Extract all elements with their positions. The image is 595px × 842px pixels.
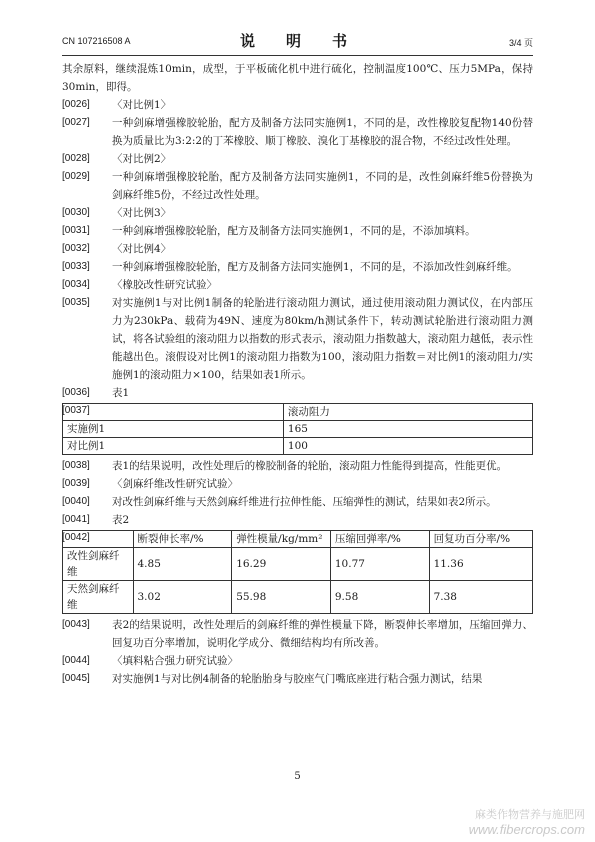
paragraph-text: 表2 xyxy=(112,514,130,526)
table-row xyxy=(63,421,533,438)
paragraph-text: 表2的结果说明，改性处理后的剑麻纤维的弹性模量下降，断裂伸长率增加，压缩回弹力、回复功百分率增加，说明化学成分、微细结构均有所改善。 xyxy=(112,619,533,649)
paragraph xyxy=(62,114,533,150)
table-cell: 3.02 xyxy=(133,581,232,614)
paragraph xyxy=(62,168,533,204)
paragraph-number: [0034] xyxy=(62,279,90,290)
table-header-cell: 弹性模量/kg/mm² xyxy=(232,531,331,548)
table-header-cell: 断裂伸长率/% xyxy=(133,531,232,548)
paragraph-text: 〈剑麻纤维改性研究试验〉 xyxy=(112,478,238,490)
paragraph xyxy=(62,276,533,294)
paragraph-number: [0038] xyxy=(62,460,90,471)
table-cell: 7.38 xyxy=(429,581,532,614)
paragraph-list-1 xyxy=(62,96,533,416)
document-body xyxy=(62,60,533,688)
table-cell: 10.77 xyxy=(330,548,429,581)
table-cell: 实施例1 xyxy=(63,421,284,438)
paragraph-number: [0029] xyxy=(62,171,90,182)
paragraph-number: [0033] xyxy=(62,261,90,272)
table-1 xyxy=(62,403,533,455)
paragraph-number: [0040] xyxy=(62,496,90,507)
table-row xyxy=(63,581,533,614)
paragraph-number: [0043] xyxy=(62,619,90,630)
paragraph-text: 对改性剑麻纤维与天然剑麻纤维进行拉伸性能、压缩弹性的测试，结果如表2所示。 xyxy=(112,496,497,508)
paragraph xyxy=(62,670,533,688)
paragraph-number: [0045] xyxy=(62,673,90,684)
paragraph-text: 一种剑麻增强橡胶轮胎，配方及制备方法同实施例1，不同的是，改性剑麻纤维5份替换为剑麻纤维5份，不经过改性处理。 xyxy=(112,171,533,201)
page-header xyxy=(62,28,533,58)
paragraph-number: [0028] xyxy=(62,153,90,164)
paragraph xyxy=(62,652,533,670)
page-indicator: 3/4 页 xyxy=(508,38,533,48)
header-divider xyxy=(62,55,533,56)
paragraph-number: [0035] xyxy=(62,297,90,308)
paragraph-text: 一种剑麻增强橡胶轮胎，配方及制备方法同实施例1，不同的是，不添加填料。 xyxy=(112,225,476,237)
table-header-cell: 压缩回弹率/% xyxy=(330,531,429,548)
table-cell: 100 xyxy=(283,438,532,455)
paragraph-text: 对实施例1与对比例4制备的轮胎胎身与胶座气门嘴底座进行粘合强力测试，结果 xyxy=(112,673,483,685)
publication-number: CN 107216508 A xyxy=(62,36,131,46)
table-cell: 天然剑麻纤维 xyxy=(63,581,134,614)
paragraph-number: [0042] xyxy=(62,532,90,543)
paragraph-text: 〈对比例2〉 xyxy=(112,153,172,165)
table-2 xyxy=(62,530,533,614)
paragraph xyxy=(62,475,533,493)
paragraph-text: 〈橡胶改性研究试验〉 xyxy=(112,279,217,291)
paragraph-number: [0039] xyxy=(62,478,90,489)
paragraph-number: [0030] xyxy=(62,207,90,218)
paragraph xyxy=(62,616,533,652)
table-cell: 11.36 xyxy=(429,548,532,581)
table-cell: 55.98 xyxy=(232,581,331,614)
paragraph-text: 表1 xyxy=(112,387,130,399)
table-cell: 4.85 xyxy=(133,548,232,581)
paragraph xyxy=(62,204,533,222)
table-header-row xyxy=(63,404,533,421)
table-header-cell xyxy=(63,404,284,421)
paragraph-text: 〈对比例3〉 xyxy=(112,207,172,219)
paragraph xyxy=(62,96,533,114)
paragraph xyxy=(62,457,533,475)
table-cell: 对比例1 xyxy=(63,438,284,455)
table-row xyxy=(63,548,533,581)
paragraph-number: [0041] xyxy=(62,514,90,525)
table-header-row xyxy=(63,531,533,548)
table-cell: 改性剑麻纤维 xyxy=(63,548,134,581)
paragraph-text: 一种剑麻增强橡胶轮胎，配方及制备方法同实施例1，不同的是，改性橡胶复配物140份替换为质量比为3:2:2的丁苯橡胶、顺丁橡胶、溴化丁基橡胶的混合物，不经过改性处理。 xyxy=(112,117,533,147)
watermark xyxy=(469,806,585,837)
paragraph-number: [0037] xyxy=(62,405,90,416)
paragraph-number: [0031] xyxy=(62,225,90,236)
paragraph-number: [0026] xyxy=(62,99,90,110)
table-cell: 165 xyxy=(283,421,532,438)
watermark-url: www.fibercrops.com xyxy=(468,822,585,837)
page-number: 5 xyxy=(294,771,301,782)
paragraph-number: [0044] xyxy=(62,655,90,666)
paragraph xyxy=(62,258,533,276)
paragraph-number: [0036] xyxy=(62,387,90,398)
paragraph-text: 对实施例1与对比例1制备的轮胎进行滚动阻力测试，通过使用滚动阻力测试仪，在内部压力为230kPa、载荷为49N、速度为80km/h测试条件下，转动测试轮胎进行滚动阻力测试，将各试验组的滚动阻力以指数的形式表示，滚动阻力指数越大，滚动阻力越低，表示性能越出色。滚假设对比例1的滚动阻力指数为100，滚动阻力指数＝对比例1的滚动阻力/实施例1的滚动阻力×100，结果如表1所示。 xyxy=(112,297,533,381)
paragraph xyxy=(62,493,533,511)
paragraph xyxy=(62,294,533,384)
document-title: 说 明 书 xyxy=(239,32,355,50)
paragraph xyxy=(62,384,533,402)
table-row xyxy=(63,438,533,455)
paragraph-number: [0027] xyxy=(62,117,90,128)
paragraph xyxy=(62,511,533,529)
paragraph-text: 表1的结果说明，改性处理后的橡胶制备的轮胎，滚动阻力性能得到提高，性能更优。 xyxy=(112,460,508,472)
paragraph-list-3 xyxy=(62,616,533,688)
table-header-cell: 滚动阻力 xyxy=(283,404,532,421)
paragraph xyxy=(62,222,533,240)
table-cell: 16.29 xyxy=(232,548,331,581)
watermark-site-name: 麻类作物营养与施肥网 xyxy=(475,809,585,821)
paragraph-text: 〈填料粘合强力研究试验〉 xyxy=(112,655,238,667)
table-header-cell: 回复功百分率/% xyxy=(429,531,532,548)
lead-text: 其余原料，继续混炼10min，成型，于平板硫化机中进行硫化，控制温度100℃、压力5MPa，保持30min，即得。 xyxy=(62,63,533,93)
paragraph-text: 〈对比例1〉 xyxy=(112,99,172,111)
table-cell: 9.58 xyxy=(330,581,429,614)
paragraph-text: 一种剑麻增强橡胶轮胎，配方及制备方法同实施例1，不同的是，不添加改性剑麻纤维。 xyxy=(112,261,518,273)
paragraph-text: 〈对比例4〉 xyxy=(112,243,172,255)
paragraph xyxy=(62,240,533,258)
paragraph-number: [0032] xyxy=(62,243,90,254)
paragraph xyxy=(62,150,533,168)
